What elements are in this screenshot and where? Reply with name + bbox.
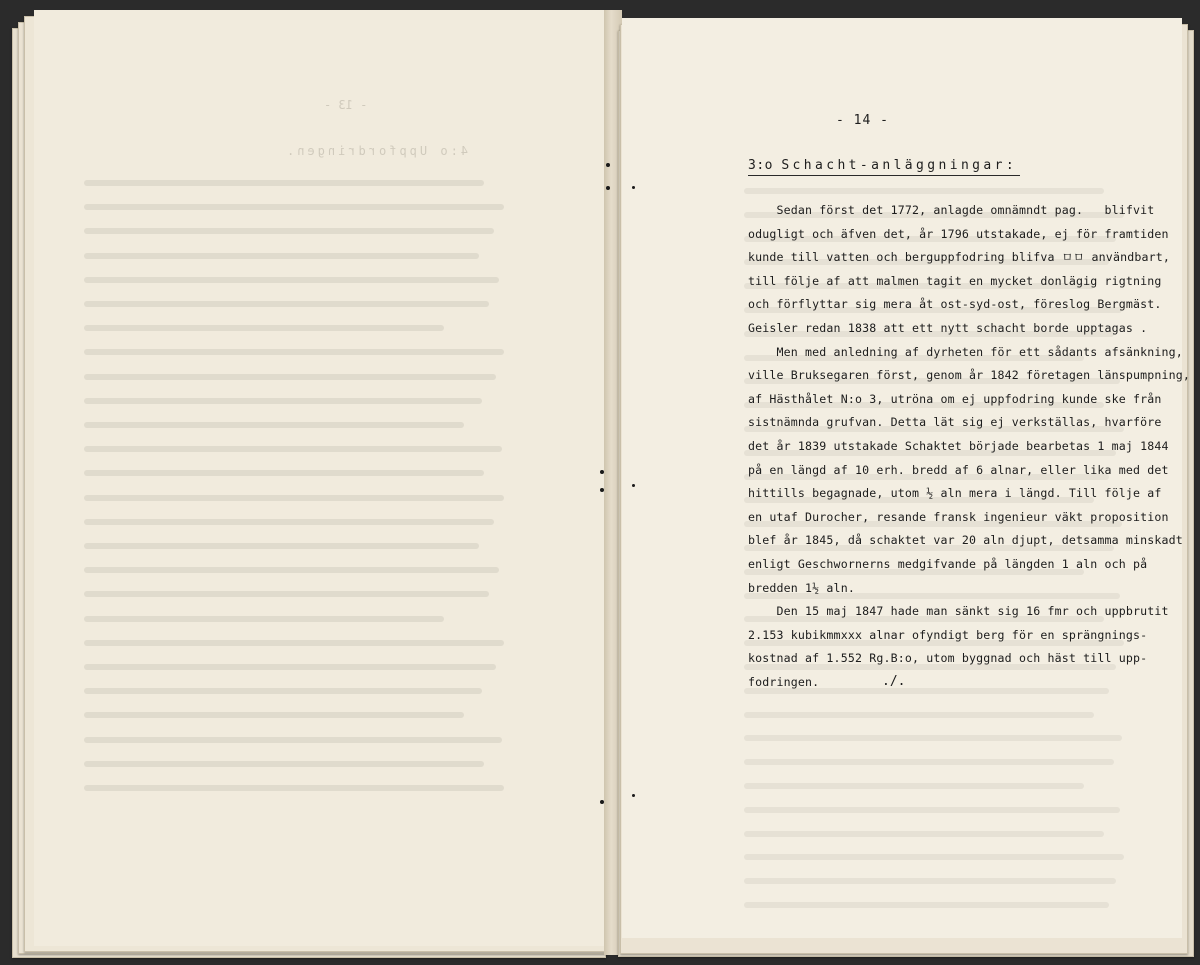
show-through-line bbox=[84, 277, 499, 283]
show-through-line bbox=[84, 640, 504, 646]
text-line: Men med anledning af dyrheten för ett sådants afsänkning, bbox=[748, 344, 1183, 359]
show-through-line bbox=[84, 712, 464, 718]
show-through-line bbox=[84, 664, 496, 670]
left-page bbox=[34, 10, 611, 946]
show-through-line bbox=[744, 831, 1104, 837]
text-line: kostnad af 1.552 Rg.B:o, utom byggnad och häst till upp- bbox=[748, 651, 1148, 666]
show-through-line bbox=[744, 902, 1109, 908]
show-through-line bbox=[744, 759, 1114, 765]
section-heading bbox=[748, 158, 1017, 173]
show-through-line bbox=[84, 543, 479, 549]
text-line: 2.153 kubikmmxxx alnar ofyndigt berg för en sprängnings- bbox=[748, 627, 1148, 642]
text-line: Geisler redan 1838 att ett nytt schacht borde upptagas . bbox=[748, 320, 1148, 335]
show-through-line bbox=[84, 495, 504, 501]
show-through-line bbox=[84, 446, 502, 452]
show-through-line bbox=[84, 737, 502, 743]
bleed-heading: 4:o Uppfordringen. bbox=[284, 144, 469, 158]
show-through-line bbox=[84, 567, 499, 573]
show-through-line bbox=[84, 349, 504, 355]
show-through-line bbox=[84, 374, 496, 380]
heading-underline bbox=[748, 175, 1020, 176]
text-line: en utaf Durocher, resande fransk ingenieur väkt proposition bbox=[748, 509, 1169, 524]
binding-hole bbox=[632, 484, 635, 487]
show-through-line bbox=[744, 878, 1116, 884]
show-through-line bbox=[744, 783, 1084, 789]
show-through-line bbox=[84, 204, 504, 210]
text-line: kunde till vatten och berguppfodring blifva ㅁㅁ användbart, bbox=[748, 250, 1170, 265]
show-through-line bbox=[84, 228, 494, 234]
text-line: fodringen. bbox=[748, 674, 820, 689]
show-through-line bbox=[744, 807, 1120, 813]
show-through-line bbox=[84, 253, 479, 259]
text-line: till följe af att malmen tagit en mycket donlägig rigtning bbox=[748, 273, 1162, 288]
text-line: Den 15 maj 1847 hade man sänkt sig 16 fmr och uppbrutit bbox=[748, 604, 1169, 619]
binding-hole bbox=[600, 470, 604, 474]
show-through-line bbox=[744, 712, 1094, 718]
text-line: på en längd af 10 erh. bredd af 6 alnar, eller lika med det bbox=[748, 462, 1169, 477]
left-page-show-through bbox=[34, 10, 610, 946]
text-line: sistnämnda grufvan. Detta lät sig ej verkställas, hvarföre bbox=[748, 415, 1162, 430]
binding-hole bbox=[632, 186, 635, 189]
text-line: det år 1839 utstakade Schaktet började bearbetas 1 maj 1844 bbox=[748, 438, 1169, 453]
show-through-line bbox=[744, 735, 1122, 741]
text-line: ville Bruksegaren först, genom år 1842 företagen länspumpning, bbox=[748, 368, 1191, 383]
show-through-line bbox=[84, 301, 489, 307]
closing-mark: ./. bbox=[882, 674, 906, 689]
show-through-line bbox=[744, 854, 1124, 860]
binding-hole bbox=[600, 800, 604, 804]
show-through-line bbox=[84, 470, 484, 476]
binding-hole bbox=[606, 163, 610, 167]
show-through-line bbox=[84, 519, 494, 525]
bleed-folio: - 13 - bbox=[324, 98, 368, 112]
show-through-line bbox=[744, 188, 1104, 194]
show-through-line bbox=[84, 785, 504, 791]
show-through-line bbox=[84, 180, 484, 186]
show-through-line bbox=[84, 591, 489, 597]
text-line: och förflyttar sig mera åt ost-syd-ost, föreslog Bergmäst. bbox=[748, 297, 1162, 312]
show-through-line bbox=[84, 398, 482, 404]
show-through-line bbox=[84, 325, 444, 331]
show-through-line bbox=[84, 688, 482, 694]
show-through-line bbox=[84, 616, 444, 622]
binding-hole bbox=[606, 186, 610, 190]
show-through-line bbox=[84, 761, 484, 767]
text-line: af Hästhålet N:o 3, utröna om ej uppfodring kunde ske från bbox=[748, 391, 1162, 406]
text-line: hittills begagnade, utom ½ aln mera i längd. Till följe af bbox=[748, 486, 1162, 501]
section-number: 3:o bbox=[748, 158, 773, 173]
text-line: Sedan först det 1772, anlagde omnämndt pag. blifvit bbox=[748, 203, 1155, 217]
show-through-line bbox=[84, 422, 464, 428]
binding-hole bbox=[600, 488, 604, 492]
text-line: enligt Geschwornerns medgifvande på längden 1 aln och på bbox=[748, 556, 1148, 571]
typed-paragraphs bbox=[748, 199, 1191, 694]
section-title: Schacht-anläggningar: bbox=[781, 158, 1018, 173]
text-line: blef år 1845, då schaktet var 20 aln djupt, detsamma minskadt bbox=[748, 533, 1183, 548]
text-line: bredden 1½ aln. bbox=[748, 580, 855, 595]
page-number: - 14 - bbox=[836, 113, 889, 128]
binding-hole bbox=[632, 794, 635, 797]
text-line: odugligt och äfven det, år 1796 utstakade, ej för framtiden bbox=[748, 226, 1169, 241]
